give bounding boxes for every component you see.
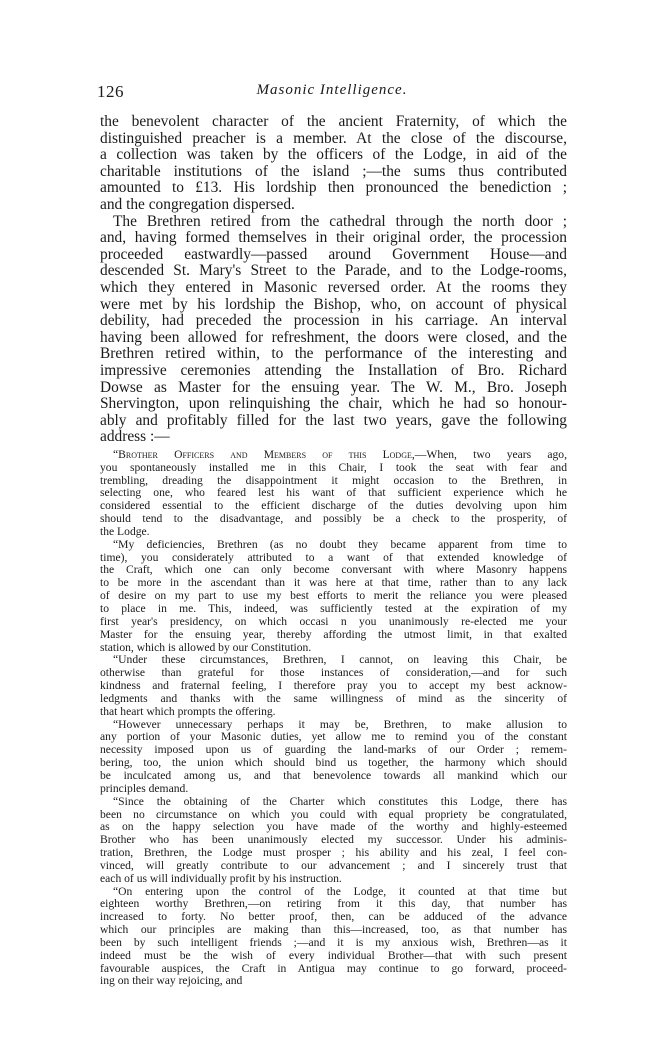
text-line: the benevolent character of the ancient Fraternity, of which the <box>100 114 567 130</box>
text-line: should tend to the disadvantage, and possibly be a check to the prosperity, of <box>100 513 567 526</box>
text-line: proceeded eastwardly—passed around Government House—and <box>100 246 567 263</box>
text-line: be inculcated among us, and that benevolence towards all mankind which our <box>100 769 567 782</box>
text-line: and the congregation dispersed. <box>100 196 295 213</box>
text-line: as on the happy selection you have made of the worthy and highly-esteemed <box>100 821 567 834</box>
text-line: been by such intelligent friends ;—and it is my anxious wish, Brethren—as it <box>100 936 567 949</box>
narrative-block <box>100 114 567 446</box>
text-line: necessity imposed upon us of guarding the land-marks of our Order ; remem- <box>100 744 567 757</box>
text-line: “However unnecessary perhaps it may be, Brethren, to make allusion to <box>113 718 567 731</box>
address-salutation: Brother Officers and Members of this Lodge, <box>118 448 415 461</box>
text-line: vinced, will greatly contribute to our advancement ; and I sincerely trust that <box>100 859 567 872</box>
text-line: bering, too, the union which should bind us together, the harmony which should <box>100 757 567 770</box>
text-line: amounted to £13. His lordship then pronounced the benediction ; <box>100 180 567 197</box>
text-line: debility, had preceded the procession in his carriage. An interval <box>100 313 567 330</box>
text-line: “Since the obtaining of the Charter which constitutes this Lodge, there has <box>113 795 567 808</box>
text-line: increased to forty. No better proof, then, can be adduced of the advance <box>100 911 567 924</box>
text-line: each of us will individually profit by his instruction. <box>100 872 342 885</box>
text-line: Shervington, upon relinquishing the chair, which he had so honour- <box>100 396 567 413</box>
text-line: Master for the ensuing year, thereby affording the utmost limit, in that exalted <box>100 628 567 641</box>
text-line: and, having formed themselves in their original order, the procession <box>100 230 567 247</box>
text-line: which they entered in Masonic reversed order. At the rooms they <box>100 279 567 296</box>
text-line: that heart which prompts the offering. <box>100 705 276 718</box>
text-line: any portion of your Masonic duties, yet allow me to remind you of the constant <box>100 731 567 744</box>
text-line: having been allowed for refreshment, the doors were closed, and the <box>100 329 567 346</box>
text-line: indeed must be the wish of every individual Brother—that with such present <box>100 949 567 962</box>
page-header <box>97 82 567 104</box>
text-line: The Brethren retired from the cathedral through the north door ; <box>113 213 567 230</box>
text-line: ably and profitably filled for the last two years, gave the following <box>100 412 567 429</box>
text-line: considered essential to the efficient discharge of the duties devolving upon him <box>100 500 567 513</box>
text-line: trembling, dreading the disappointment it might occasion to the Brethren, in <box>100 474 567 487</box>
address-block <box>100 449 567 988</box>
text-line: selecting one, who feared lest his want of that sufficient experience which he <box>100 487 567 500</box>
text-line: “On entering upon the control of the Lodge, it counted at that time but <box>113 885 567 898</box>
text-line: of desire on my part to use my best efforts to merit the reliance you were pleased <box>100 590 567 603</box>
text-line: charitable institutions of the island ;—the sums thus contributed <box>100 163 567 180</box>
text-line: descended St. Mary's Street to the Parade, and to the Lodge-rooms, <box>100 263 567 280</box>
text-line: to place in me. This, indeed, was sufficiently tested at the expiration of my <box>100 603 567 615</box>
text-line: tration, Brethren, the Lodge must prosper ; his ability and his zeal, I feel con- <box>100 847 567 860</box>
text-line: the Craft, which one can only become conversant with where Masonry happens <box>100 564 567 577</box>
text-line: ledgments and thanks with the same willingness of mind as the sincerity of <box>100 692 567 705</box>
address-opening-rest: —When, two years ago, <box>414 448 567 461</box>
text-line: “My deficiencies, Brethren (as no doubt they became apparent from time to <box>113 538 567 551</box>
text-line: which our principles are making than this—increased, too, as that number has <box>100 924 567 937</box>
opening-quote: “ <box>113 448 119 461</box>
text-line: to be more in the ascendant than it was here at that time, rather than to any lack <box>100 577 567 590</box>
page-number: 126 <box>97 82 124 101</box>
text-line: otherwise than grateful for those instances of consideration,—and for such <box>100 667 567 680</box>
text-line: principles demand. <box>100 782 189 795</box>
text-line: first year's presidency, on which occasi n you unanimously re-elected me your <box>100 615 567 628</box>
text-line: Brother who has been unanimously elected my successor. Under his adminis- <box>100 834 567 847</box>
text-line: you spontaneously installed me in this Chair, I took the seat with fear and <box>100 461 567 474</box>
article-body <box>100 114 567 988</box>
text-line: distinguished preacher is a member. At the close of the discourse, <box>100 130 567 147</box>
text-line: been no circumstance on which you could with equal propriety be congratulated, <box>100 808 567 821</box>
running-title: Masonic Intelligence. <box>256 82 408 98</box>
text-line: kindness and fraternal feeling, I therefore pray you to accept my best acknow- <box>100 680 567 693</box>
address-opening-line <box>100 449 567 462</box>
text-line: a collection was taken by the officers of the Lodge, in aid of the <box>100 147 567 164</box>
text-line: were met by his lordship the Bishop, who, on account of physical <box>100 296 567 313</box>
text-line: impressive ceremonies attending the Installation of Bro. Richard <box>100 362 567 379</box>
text-line: station, which is allowed by our Constitution. <box>100 641 312 654</box>
text-line: “Under these circumstances, Brethren, I cannot, on leaving this Chair, be <box>113 654 567 667</box>
text-line: favourable auspices, the Craft in Antigua may continue to go forward, proceed- <box>100 962 567 975</box>
text-line: Brethren retired within, to the performance of the interesting and <box>100 346 567 363</box>
text-line: eighteen worthy Brethren,—on retiring from it this day, that number has <box>100 898 567 911</box>
text-line: address :— <box>100 429 170 446</box>
text-line: ing on their way rejoicing, and <box>100 975 243 988</box>
text-line: time), you considerately attributed to a want of that extended knowledge of <box>100 551 567 564</box>
text-line: the Lodge. <box>100 525 150 538</box>
text-line: Dowse as Master for the ensuing year. The W. M., Bro. Joseph <box>100 379 567 396</box>
